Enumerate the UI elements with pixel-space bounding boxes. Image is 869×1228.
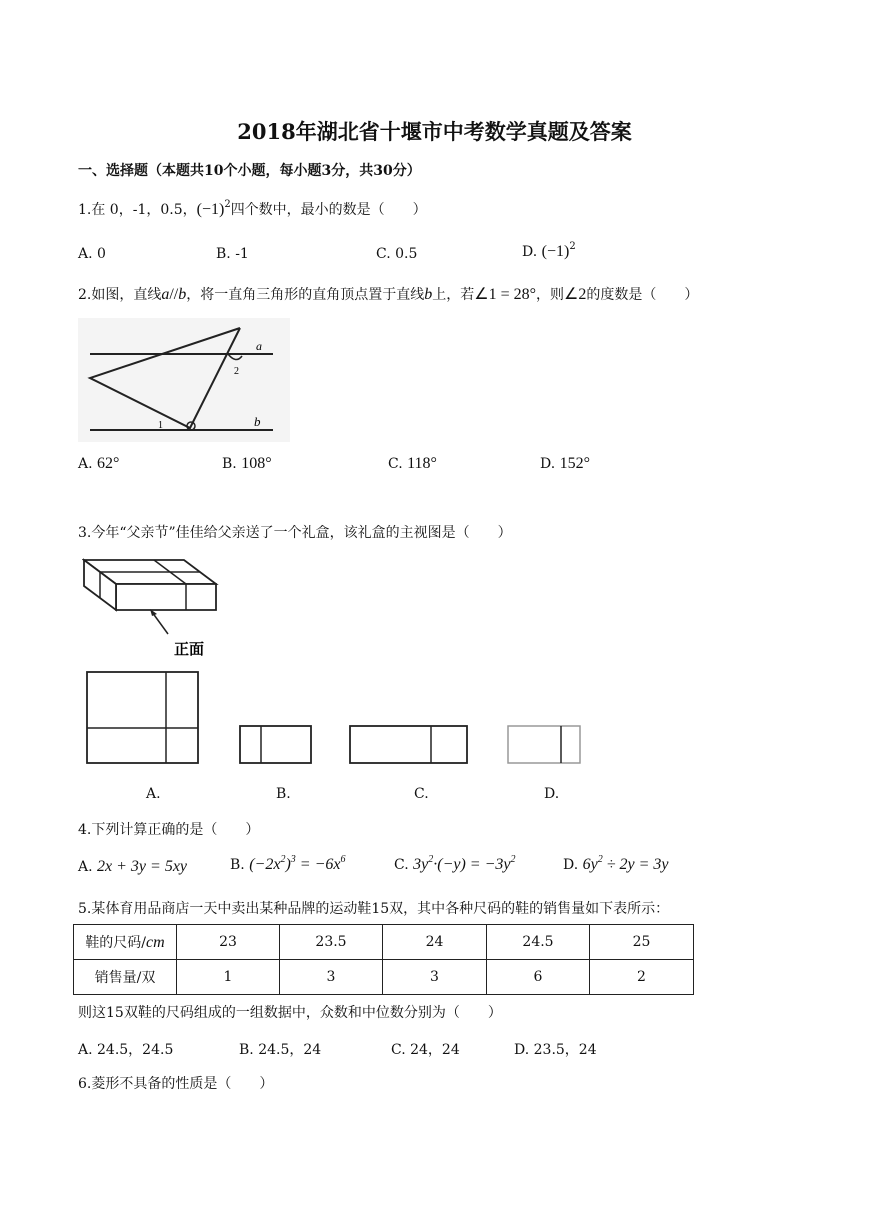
q2-par: // [169,286,179,303]
q1-option-b[interactable]: B. -1 [216,246,249,262]
q1-option-c[interactable]: C. 0.5 [376,246,418,262]
q4-d1: 6y [582,856,598,873]
q3-gift-box-figure [82,552,222,660]
q4-option-d-label: D. [563,857,579,873]
q2-option-a-label: A. [78,456,93,472]
q4-option-a-label: A. [78,859,93,875]
q1-option-d[interactable] [522,243,576,261]
q2-option-d-value: 152° [559,455,591,472]
label-1: 1 [158,420,163,431]
q2-b: b [178,286,187,303]
q4-option-b-expr [249,856,345,873]
size-label: 鞋的尺码/ [85,935,147,951]
q2-angle2: ∠2 [564,286,587,303]
c-rect [350,726,467,763]
question-2 [78,284,698,304]
q4-option-d-expr [583,856,669,873]
size-unit: cm [146,934,165,951]
q3-option-c-label: C. [414,786,429,802]
q2-p1: 2.如图，直线 [78,287,162,303]
q3-option-a-figure[interactable] [86,671,200,765]
b-rect [240,726,311,763]
table-cell: 2 [590,960,694,995]
q2-option-d[interactable] [540,455,590,473]
q2-b2: b [424,286,433,303]
q2-option-b-label: B. [222,456,237,472]
q4-option-c-expr [413,856,515,873]
d-rect [508,726,580,763]
arrow-line [152,612,168,634]
table-row [74,960,694,995]
q4-b5: = −6x [295,856,341,873]
q4-b1: (−2x [249,856,281,873]
table-cell: 25 [590,925,694,960]
q4-b2: 2 [280,854,286,865]
q4-option-c-label: C. [394,857,409,873]
q4-c2: 2 [428,854,434,865]
q5-option-d[interactable]: D. 23.5，24 [514,1042,597,1058]
q4-option-d[interactable] [563,856,669,874]
q2-option-c-label: C. [388,456,403,472]
q4-option-b-label: B. [230,857,245,873]
question-4: 4.下列计算正确的是（ ） [78,822,260,838]
q4-d2: 2 [597,854,603,865]
table-cell: 3 [280,960,383,995]
q4-option-a[interactable] [78,858,187,876]
q2-a: a [161,286,170,303]
q1-expr: (−1) [196,201,225,218]
q2-option-b[interactable] [222,455,272,473]
q2-option-d-label: D. [540,456,556,472]
q5-option-a[interactable]: A. 24.5，24.5 [78,1042,174,1058]
q4-c1: 3y [413,856,429,873]
table-header-cell: 销售量/双 [74,960,177,995]
shoe-size-table [73,924,694,995]
table-row [74,925,694,960]
q5-option-b[interactable]: B. 24.5，24 [239,1042,322,1058]
question-6: 6.菱形不具备的性质是（ ） [78,1076,274,1092]
q4-c4: 2 [510,854,516,865]
table-cell: 6 [487,960,590,995]
section-heading: 一、选择题（本题共10个小题，每小题3分，共30分） [78,163,421,179]
q1-prefix: 1.在 0，-1，0.5， [78,202,197,218]
q2-option-c[interactable] [388,455,437,473]
page-title: 2018年湖北省十堰市中考数学真题及答案 [237,119,632,144]
q4-b6: 6 [340,854,346,865]
q1-option-a[interactable]: A. 0 [78,246,106,262]
q4-option-c[interactable] [394,856,515,874]
box-front [116,584,216,610]
q4-b4: 3 [290,854,296,865]
q2-option-a-value: 62° [97,455,120,472]
label-a: a [256,339,262,353]
q5-option-c[interactable]: C. 24，24 [391,1042,460,1058]
q1-suffix: 四个数中，最小的数是（ ） [230,202,427,218]
q4-b3: ) [285,856,291,873]
q1-option-d-label: D. [522,244,538,260]
question-1 [78,199,427,219]
label-b: b [254,414,261,429]
q2-p3: 上，若 [432,287,475,303]
q5-followup: 则这15双鞋的尺码组成的一组数据中，众数和中位数分别为（ ） [78,1005,502,1021]
q4-c3: ·(−y) = −3y [433,856,511,873]
q3-option-b-label: B. [276,786,291,802]
a-rect [87,672,198,763]
q2-option-c-value: 118° [407,455,437,472]
q2-p2: ，将一直角三角形的直角顶点置于直线 [186,287,425,303]
question-3: 3.今年“父亲节”佳佳给父亲送了一个礼盒，该礼盒的主视图是（ ） [78,525,512,541]
q1-exp: 2 [224,199,231,210]
front-label: 正面 [174,640,205,658]
table-cell: 3 [383,960,487,995]
q2-p5: 的度数是（ ） [586,287,699,303]
table-cell: 24.5 [487,925,590,960]
q3-option-b-figure[interactable] [239,725,313,765]
q1-option-d-exp: 2 [569,241,576,252]
q2-option-b-value: 108° [241,455,272,472]
table-cell: 1 [177,960,280,995]
q2-option-a[interactable] [78,455,119,473]
table-header-cell [74,925,177,960]
q2-figure [78,318,290,442]
table-cell: 24 [383,925,487,960]
q3-option-c-figure[interactable] [349,725,469,765]
q4-d3: ÷ 2y = 3y [602,856,669,873]
table-cell: 23.5 [280,925,383,960]
label-2: 2 [234,366,239,377]
q3-option-d-label: D. [544,786,560,802]
q4-option-a-expr: 2x + 3y = 5xy [97,858,188,875]
q4-option-b[interactable] [230,856,345,874]
table-cell: 23 [177,925,280,960]
q3-option-a-label: A. [146,786,161,802]
question-5: 5.某体育用品商店一天中卖出某种品牌的运动鞋15双，其中各种尺码的鞋的销售量如下表所示： [78,901,670,917]
q3-option-d-figure[interactable] [507,725,582,765]
q2-angle1: ∠1 = 28° [474,286,537,303]
q2-p4: ，则 [536,287,565,303]
q1-option-d-expr: (−1) [541,243,570,260]
